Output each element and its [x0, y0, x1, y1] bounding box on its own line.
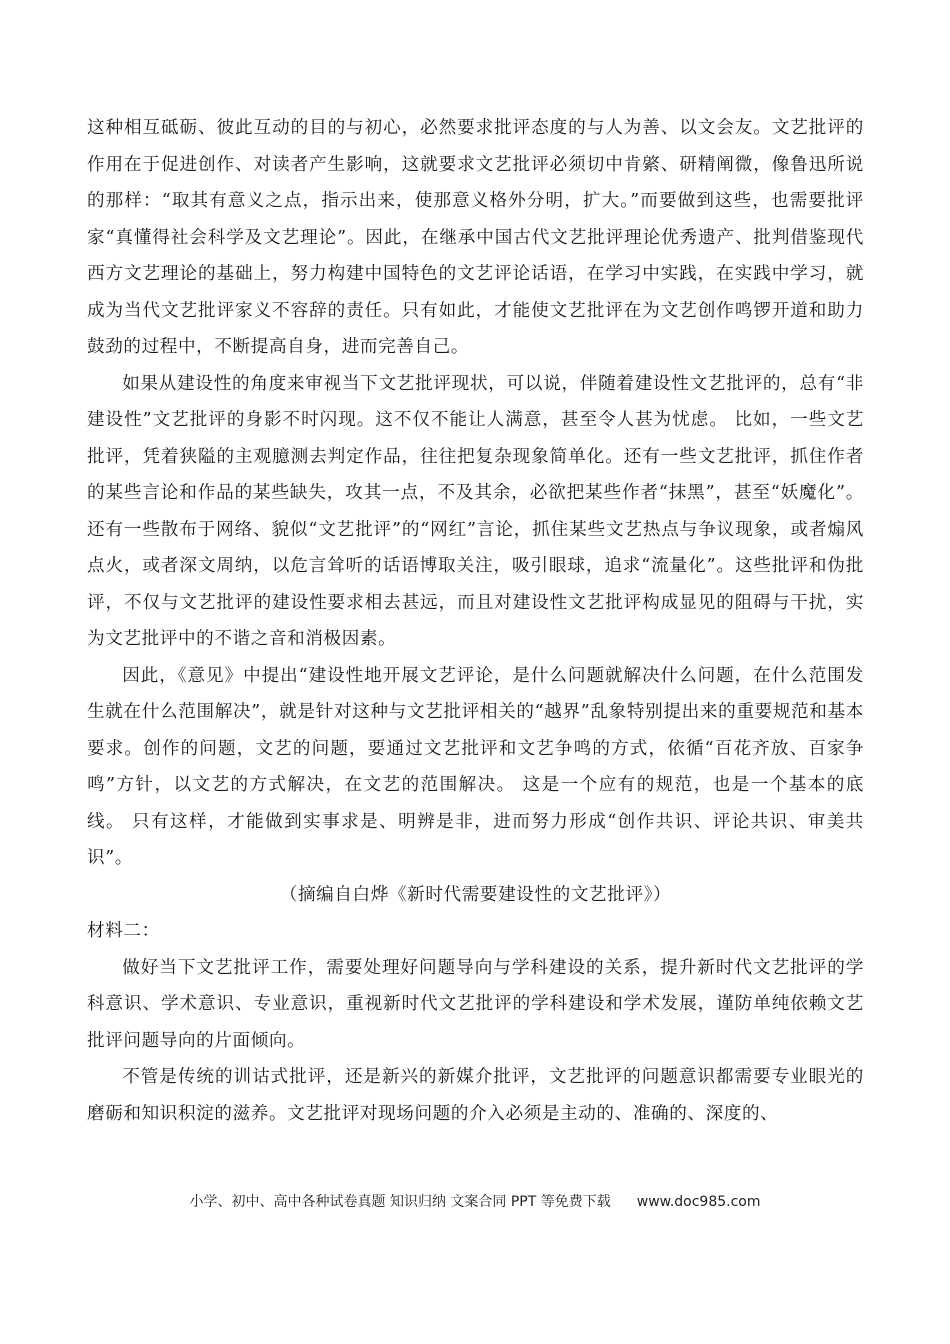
paragraph: 因此，《意见》中提出“建设性地开展文艺评论，是什么问题就解决什么问题，在什么范围发生就在什么范围解决”，就是针对这种与文艺批评相关的“越界”乱象特别提出来的重要规范和基本要求。创作的问题，文艺的问题，要通过文艺批评和文艺争鸣的方式，依循“百花齐放、百家争鸣”方针，以文艺的方式解决，在文艺的范围解决。 这是一个应有的规范，也是一个基本的底线。 只有这样，才能做到实事求是、明辨是非，进而努力形成“创作共识、评论共识、审美共识”。 [87, 665, 864, 868]
source-citation: （摘编自白烨《新时代需要建设性的文艺批评》） [279, 884, 672, 905]
paragraph: 做好当下文艺批评工作，需要处理好问题导向与学科建设的关系，提升新时代文艺批评的学科意识、学术意识、专业意识，重视新时代文艺批评的学科建设和学术发展，谨防单纯依赖文艺批评问题导向的片面倾向。 [87, 957, 864, 1051]
footer-link[interactable]: www.doc985.com [636, 1194, 761, 1210]
section-heading: 材料二： [87, 921, 160, 941]
paragraph: 如果从建设性的角度来审视当下文艺批评现状，可以说，伴随着建设性文艺批评的，总有“非建设性”文艺批评的身影不时闪现。这不仅不能让人满意，甚至令人甚为忧虑。 比如，一些文艺批评，凭着狭隘的主观臆测去判定作品，往往把复杂现象简单化。还有一些文艺批评，抓住作者的某些言论和作品的某些缺失，攻其一点，不及其余，必欲把某些作者“抹黑”，甚至“妖魔化”。还有一些散布于网络、貌似“文艺批评”的“网红”言论，抓住某些文艺热点与争议现象，或者煽风点火，或者深文周纳，以危言耸听的话语博取关注，吸引眼球，追求“流量化”。这些批评和伪批评，不仅与文艺批评的建设性要求相去甚远，而且对建设性文艺批评构成显见的阻碍与干扰，实为文艺批评中的不谐之音和消极因素。 [87, 373, 864, 649]
footer-text: 小学、初中、高中各种试卷真题 知识归纳 文案合同 PPT 等免费下载 [189, 1194, 611, 1210]
page-footer [0, 1191, 950, 1211]
paragraph: 不管是传统的训诂式批评，还是新兴的新媒介批评，文艺批评的问题意识都需要专业眼光的磨砺和知识积淀的滋养。文艺批评对现场问题的介入必须是主动的、准确的、深度的、 [87, 1067, 864, 1124]
document-body [87, 110, 864, 1132]
paragraph: 这种相互砥砺、彼此互动的目的与初心，必然要求批评态度的与人为善、以文会友。文艺批评的作用在于促进创作、对读者产生影响，这就要求文艺批评必须切中肯綮、研精阐微，像鲁迅所说的那样：“取其有意义之点，指示出来，使那意义格外分明，扩大。”而要做到这些，也需要批评家“真懂得社会科学及文艺理论”。因此，在继承中国古代文艺批评理论优秀遗产、批判借鉴现代西方文艺理论的基础上，努力构建中国特色的文艺评论话语，在学习中实践，在实践中学习，就成为当代文艺批评家义不容辞的责任。只有如此，才能使文艺批评在为文艺创作鸣锣开道和助力鼓劲的过程中，不断提高自身，进而完善自己。 [87, 118, 864, 357]
